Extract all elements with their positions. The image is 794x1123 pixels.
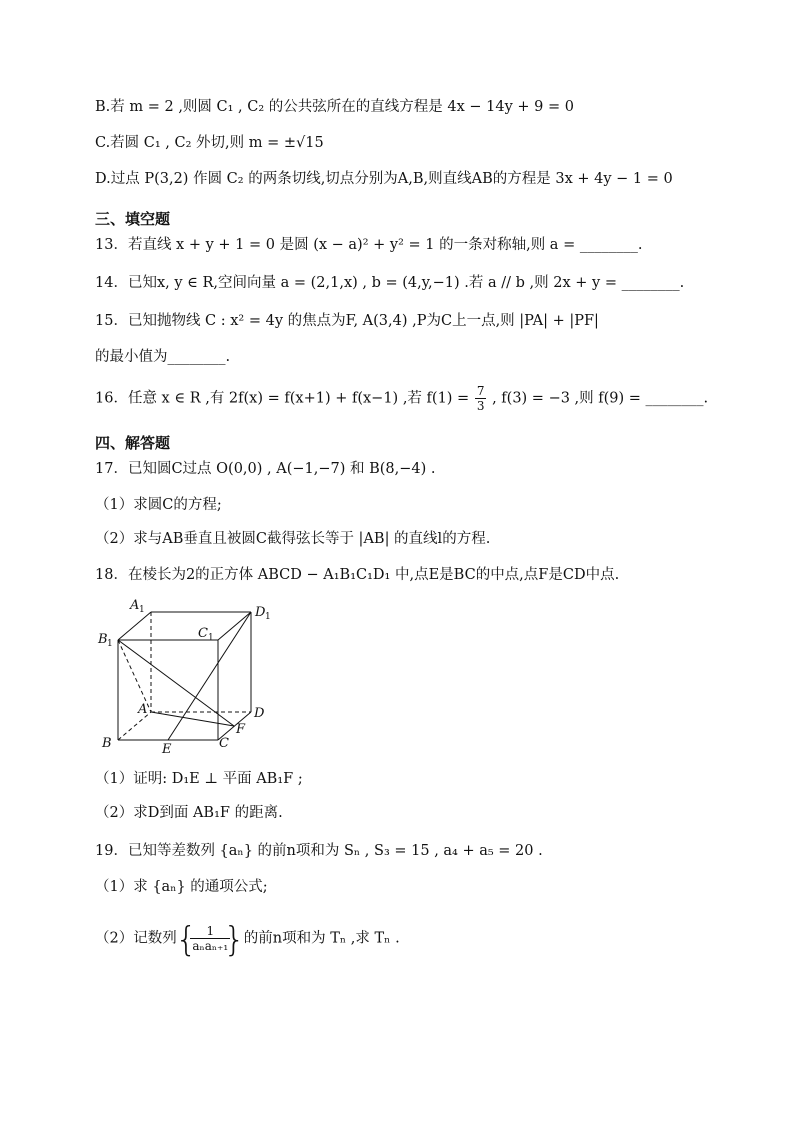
label-c1-sub: 1 xyxy=(208,633,214,643)
question-18-part2: （2）求D到面 AB₁F 的距离. xyxy=(95,805,283,821)
fraction-reciprocal-product xyxy=(190,924,230,953)
label-b1-sub: 1 xyxy=(107,639,113,649)
question-14: 14．已知x, y ∈ R,空间向量 a = (2,1,x) , b = (4,y,−1) .若 a // b ,则 2x + y = ________. xyxy=(95,275,685,291)
question-15-line1: 15．已知抛物线 C : x² = 4y 的焦点为F, A(3,4) ,P为C上一点,则 |PA| + |PF| xyxy=(95,313,599,329)
cube-diagram xyxy=(90,595,290,755)
fraction-denominator: aₙaₙ₊₁ xyxy=(192,939,229,953)
option-c: C.若圆 C₁ , C₂ 外切,则 m = ±√15 xyxy=(95,135,324,151)
option-b: B.若 m = 2 ,则圆 C₁ , C₂ 的公共弦所在的直线方程是 4x − 14y + 9 = 0 xyxy=(95,99,575,115)
question-15-line2: 的最小值为________. xyxy=(95,349,231,365)
question-16-after: , f(3) = −3 ,则 f(9) = ________. xyxy=(487,390,709,407)
section-fill-blank: 三、填空题 xyxy=(95,210,171,228)
question-18-stem: 18．在棱长为2的正方体 ABCD − A₁B₁C₁D₁ 中,点E是BC的中点,点F是CD中点. xyxy=(95,567,620,583)
fraction-seven-thirds xyxy=(475,384,487,413)
question-16-before: 16．任意 x ∈ R ,有 2f(x) = f(x+1) + f(x−1) ,若 f(1) = xyxy=(95,390,474,407)
question-19-stem: 19．已知等差数列 {aₙ} 的前n项和为 Sₙ , S₃ = 15 , a₄ + a₅ = 20 . xyxy=(95,843,543,859)
question-17-part1: （1）求圆C的方程; xyxy=(95,497,222,513)
question-18-part1: （1）证明: D₁E ⊥ 平面 AB₁F ; xyxy=(95,771,303,787)
label-d: D xyxy=(254,706,265,721)
label-d1: D xyxy=(255,605,266,620)
label-a: A xyxy=(138,702,148,717)
label-a1-sub: 1 xyxy=(139,605,145,615)
question-19-part2-after: 的前n项和为 Tₙ ,求 Tₙ . xyxy=(243,930,400,947)
fraction-denominator: 3 xyxy=(476,399,485,413)
question-16 xyxy=(95,384,734,413)
label-b1: B xyxy=(98,632,108,647)
label-c: C xyxy=(219,736,229,751)
sequence-brace xyxy=(181,924,239,953)
label-b: B xyxy=(102,736,112,751)
label-e: E xyxy=(162,742,172,755)
question-19-part2-before: （2）记数列 xyxy=(95,930,177,947)
question-17-stem: 17．已知圆C过点 O(0,0) , A(−1,−7) 和 B(8,−4) . xyxy=(95,461,436,477)
option-d: D.过点 P(3,2) 作圆 C₂ 的两条切线,切点分别为A,B,则直线AB的方程是 3x + 4y − 1 = 0 xyxy=(95,171,673,187)
question-19-part2 xyxy=(95,924,734,953)
fraction-numerator: 7 xyxy=(476,384,485,398)
label-f: F xyxy=(236,722,246,737)
fraction-numerator: { 1 xyxy=(190,924,230,939)
label-d1-sub: 1 xyxy=(265,612,271,622)
question-13: 13．若直线 x + y + 1 = 0 是圆 (x − a)² + y² = 1 的一条对称轴,则 a = ________. xyxy=(95,237,643,253)
question-17-part2: （2）求与AB垂直且被圆C截得弦长等于 |AB| 的直线l的方程. xyxy=(95,531,491,547)
label-a1: A xyxy=(130,598,140,613)
label-c1: C xyxy=(198,626,208,641)
question-19-part1: （1）求 {aₙ} 的通项公式; xyxy=(95,879,268,895)
section-answer: 四、解答题 xyxy=(95,434,171,452)
